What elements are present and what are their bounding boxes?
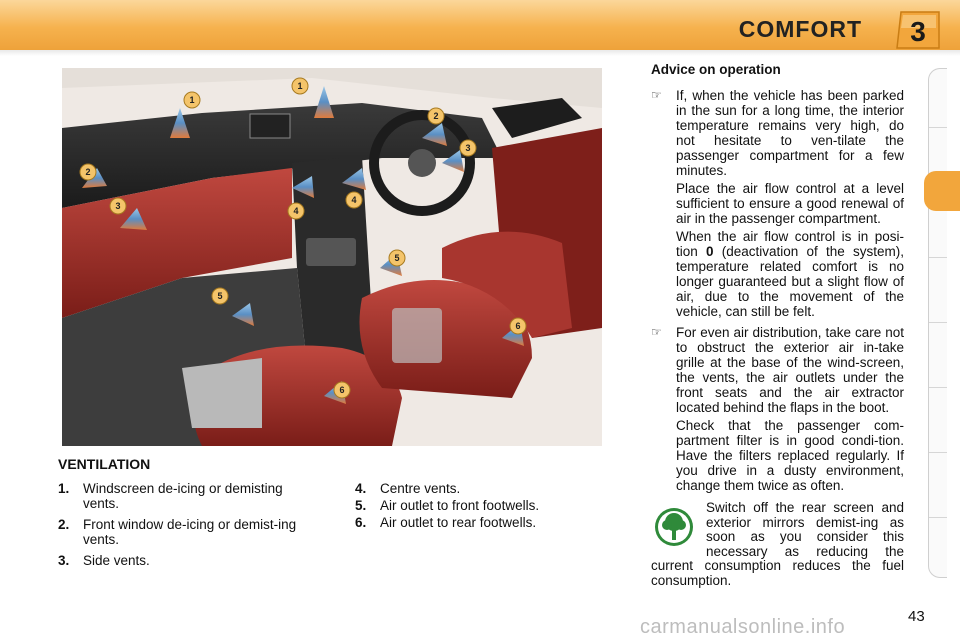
chapter-tab-strip (928, 68, 947, 578)
item-text: Air outlet to front footwells. (380, 498, 540, 513)
callout-1b (292, 78, 308, 94)
svg-text:2: 2 (433, 111, 439, 121)
svg-text:3: 3 (465, 143, 471, 153)
callout-5a (389, 250, 405, 266)
callout-3a (110, 198, 126, 214)
advice-paragraph: Check that the passenger com-partment filter is in good condi-tion. Have the filters replaced regularly. If you drive in a dusty environment, change them twice as often. (676, 418, 904, 493)
chapter-badge (893, 8, 943, 52)
item-text: Front window de-icing or demist-ing vents. (83, 517, 297, 547)
active-chapter-tab (924, 171, 960, 211)
svg-text:5: 5 (217, 291, 223, 301)
callout-4a (288, 203, 304, 219)
advice-heading: Advice on operation (651, 62, 781, 77)
callout-4b (346, 192, 362, 208)
header-shadow (0, 50, 960, 56)
position-zero: 0 (706, 244, 714, 259)
svg-text:2: 2 (85, 167, 91, 177)
advice-paragraph: If, when the vehicle has been parked in the sun for a long time, the interior temperature remains very high, do not hesitate to ven-tilate the passenger compartment for a few minutes. (676, 88, 904, 178)
list-item (58, 553, 310, 568)
svg-text:6: 6 (515, 321, 521, 331)
ventilation-heading: VENTILATION (58, 456, 151, 472)
item-number: 6. (355, 515, 367, 530)
svg-text:1: 1 (189, 95, 195, 105)
list-item (355, 515, 585, 530)
chapter-number: 3 (910, 16, 926, 47)
item-number: 3. (58, 553, 70, 568)
tree-icon (654, 505, 694, 549)
section-title: COMFORT (738, 16, 862, 42)
list-item (355, 498, 585, 513)
list-item (58, 517, 310, 547)
callout-3b (460, 140, 476, 156)
advice-paragraph: When the air flow control is in posi-tion 0 (deactivation of the system), temperature related comfort is no longer guaranteed but a slight flow of air, due to the movement of the vehicle, can still be felt. (676, 229, 904, 319)
eco-tip-text: Switch off the rear screen and exterior mirrors demist-ing as soon as you consider this necessary as reducing the current consumption reduces the fuel consumption. (651, 500, 904, 588)
svg-text:4: 4 (293, 206, 299, 216)
svg-text:4: 4 (351, 195, 357, 205)
item-number: 2. (58, 517, 70, 532)
pointing-hand-icon: ☞ (651, 325, 662, 339)
callout-5b (212, 288, 228, 304)
watermark: carmanualsonline.info (640, 616, 846, 638)
pointing-hand-icon: ☞ (651, 88, 662, 102)
item-text: Air outlet to rear footwells. (380, 515, 537, 530)
ventilation-illustration (62, 68, 602, 446)
callout-2a (80, 164, 96, 180)
item-number: 5. (355, 498, 367, 513)
list-item (355, 481, 585, 496)
callout-6b (334, 382, 350, 398)
item-text: Windscreen de-icing or demisting vents. (83, 481, 283, 511)
callout-1a (184, 92, 200, 108)
advice-paragraph: For even air distribution, take care not to obstruct the exterior air in-take grille at the base of the wind-screen, the vents, the air outlets under the front seats and the air extractor located behind the flaps in the boot. (676, 325, 904, 415)
svg-text:6: 6 (339, 385, 345, 395)
list-item (58, 481, 310, 511)
item-number: 4. (355, 481, 367, 496)
item-number: 1. (58, 481, 70, 496)
item-text: Side vents. (83, 553, 150, 568)
advice-bullet-1 (651, 88, 904, 493)
callout-6a (510, 318, 526, 334)
callout-2b (428, 108, 444, 124)
advice-paragraph: Place the air flow control at a level sufficient to ensure a good renewal of air in the passenger compartment. (676, 181, 904, 226)
svg-text:1: 1 (297, 81, 303, 91)
vent-list-left (58, 481, 310, 574)
vent-list-right (355, 481, 585, 536)
svg-text:3: 3 (115, 201, 121, 211)
svg-text:5: 5 (394, 253, 400, 263)
page-number: 43 (908, 608, 925, 625)
item-text: Centre vents. (380, 481, 461, 496)
